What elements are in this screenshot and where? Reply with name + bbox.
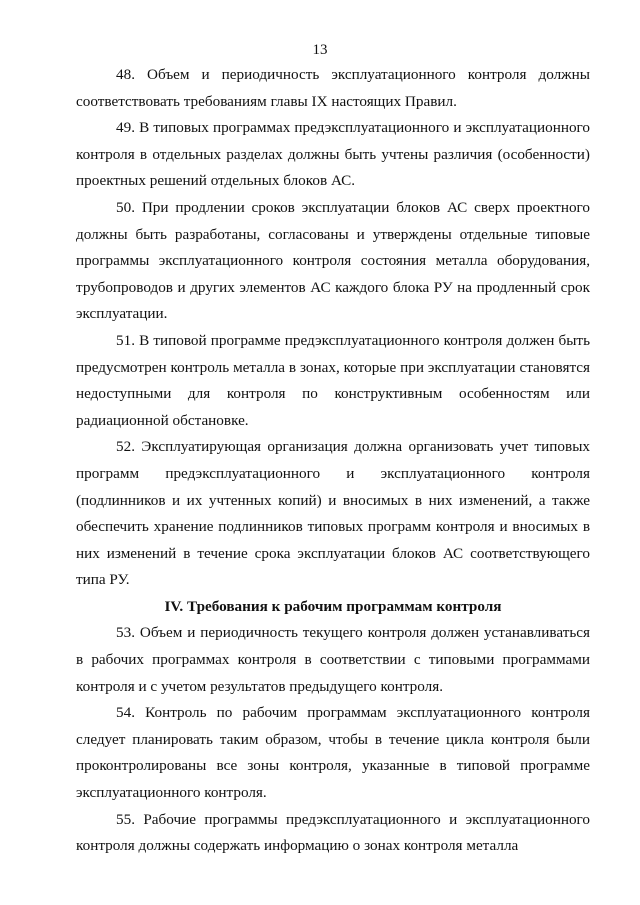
- paragraph-51: 51. В типовой программе предэксплуатационного контроля должен быть предусмотрен контроль металла в зонах, которые при эксплуатации становятся недоступными для контроля по конструктивным особенностям или радиационной обстановке.: [76, 331, 590, 429]
- section-heading: IV. Требования к рабочим программам контроля: [164, 597, 502, 615]
- paragraph-49: 49. В типовых программах предэксплуатационного и эксплуатационного контроля в отдельных разделах должны быть учтены различия (особенности) проектных решений отдельных блоков АС.: [76, 119, 590, 190]
- paragraph-55: 55. Рабочие программы предэксплуатационного и эксплуатационного контроля должны содержать информацию о зонах контроля металла: [76, 810, 590, 855]
- paragraph-48: 48. Объем и периодичность эксплуатационного контроля должны соответствовать требованиям главы IX настоящих Правил.: [76, 66, 590, 110]
- paragraph-52: 52. Эксплуатирующая организация должна организовать учет типовых программ предэксплуатационного и эксплуатационного контроля (подлинников и их учтенных копий) и вносимых в них изменений, а также обеспечить хранение подлинников типовых программ контроля и вносимых в них изменений в течение срока эксплуатации блоков АС соответствующего типа РУ.: [76, 438, 590, 589]
- document-body: [76, 62, 590, 860]
- paragraph-54: 54. Контроль по рабочим программам эксплуатационного контроля следует планировать таким образом, чтобы в течение цикла контроля были проконтролированы все зоны контроля, указанные в типовой программе эксплуатационного контроля.: [76, 704, 590, 802]
- page-number: 13: [312, 42, 328, 58]
- paragraph-53: 53. Объем и периодичность текущего контроля должен устанавливаться в рабочих программах контроля в соответствии с типовыми программами контроля и с учетом результатов предыдущего контроля.: [76, 624, 590, 695]
- paragraph-50: 50. При продлении сроков эксплуатации блоков АС сверх проектного должны быть разработаны, согласованы и утверждены отдельные типовые программы эксплуатационного контроля состояния металла оборудования, трубопроводов и других элементов АС каждого блока РУ на продленный срок эксплуатации.: [76, 198, 590, 323]
